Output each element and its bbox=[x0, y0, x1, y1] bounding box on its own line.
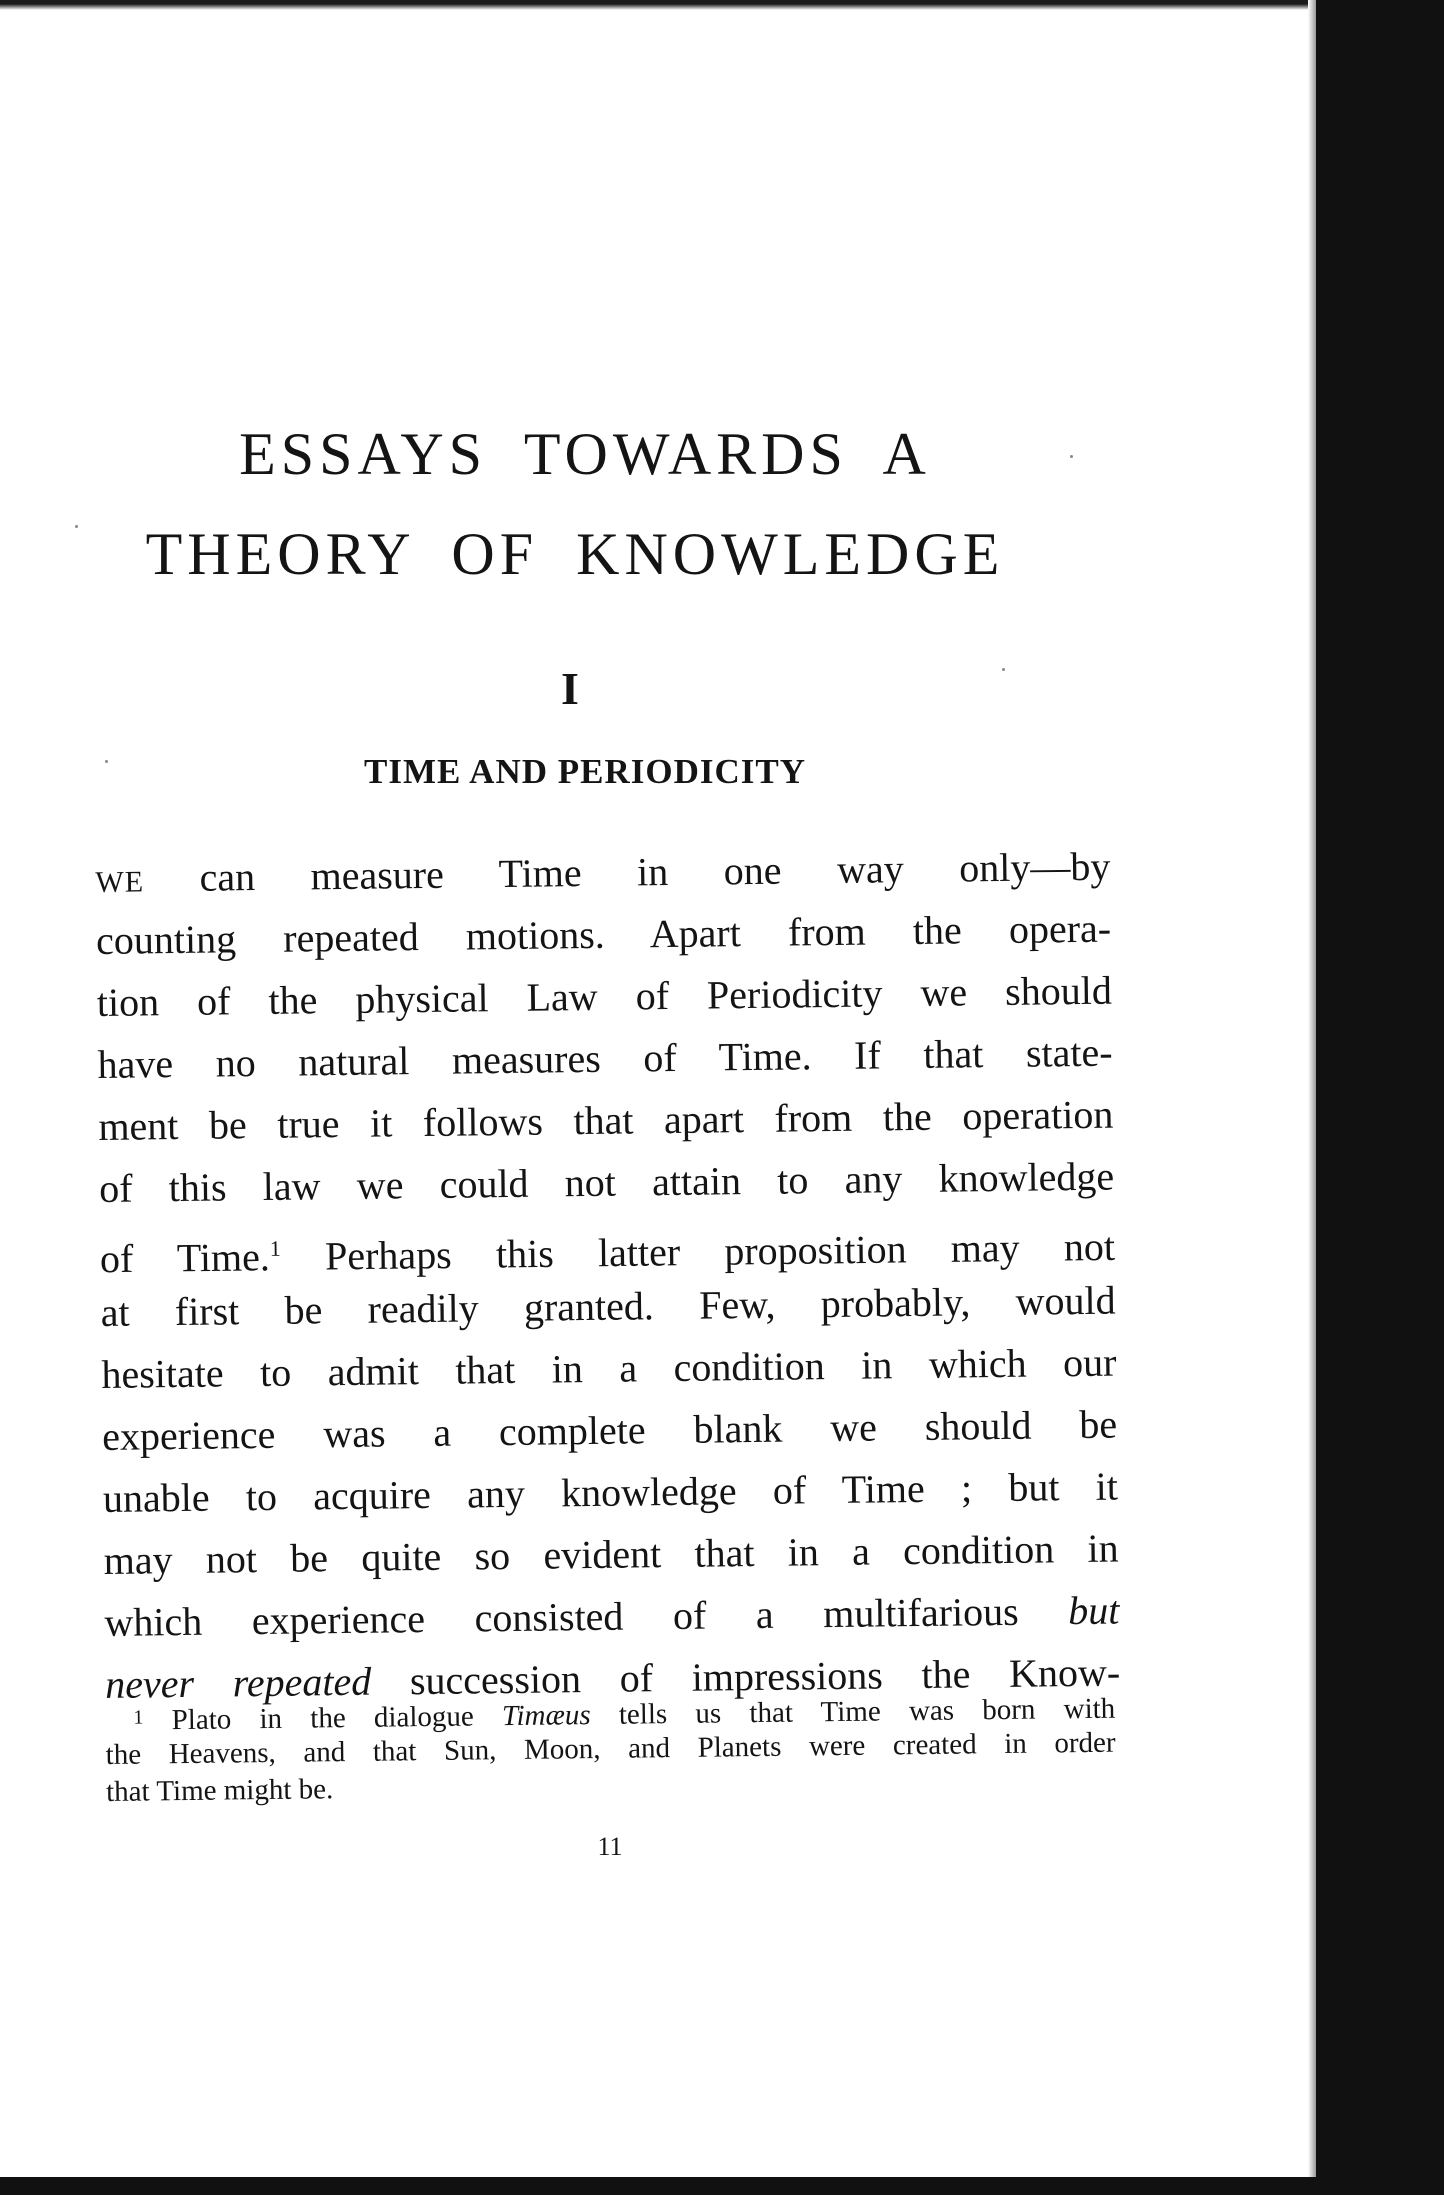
chapter-title: TIME AND PERIODICITY bbox=[364, 752, 806, 791]
scan-right-edge bbox=[1316, 0, 1444, 2195]
footnote bbox=[105, 1688, 1116, 1811]
text-line: which experience consisted of a multifarious but bbox=[104, 1587, 1120, 1645]
footnote-line: that Time might be. bbox=[105, 1773, 334, 1808]
text-line: of this law we could not attain to any knowledge bbox=[98, 1153, 1115, 1211]
footnote-line: $^1$ Plato in the dialogue Timæus tells us that Time was born with bbox=[133, 1692, 1116, 1737]
book-title-line-1: ESSAYS TOWARDS A bbox=[239, 421, 931, 487]
chapter-number: I bbox=[561, 663, 579, 714]
text-line: have no natural measures of Time. If that state- bbox=[97, 1029, 1113, 1087]
text-line: never repeated succession of impressions the Know- bbox=[104, 1649, 1121, 1707]
page-number: 11 bbox=[597, 1832, 623, 1861]
text-line: counting repeated motions. Apart from the opera- bbox=[95, 905, 1112, 963]
body-paragraph bbox=[95, 836, 1121, 1716]
text-line: hesitate to admit that in a condition in which our bbox=[101, 1339, 1117, 1397]
text-line: ment be true it follows that apart from the operation bbox=[98, 1091, 1114, 1149]
text-line: tion of the physical Law of Periodicity we should bbox=[96, 967, 1113, 1025]
text-line: of Time.$^1$ Perhaps this latter proposition may not bbox=[99, 1223, 1116, 1282]
text-line: may not be quite so evident that in a condition in bbox=[103, 1525, 1119, 1583]
text-line: unable to acquire any knowledge of Time ; but it bbox=[102, 1463, 1119, 1521]
footnote-line: the Heavens, and that Sun, Moon, and Planets were created in order bbox=[105, 1726, 1116, 1771]
book-title-line-2: THEORY OF KNOWLEDGE bbox=[145, 521, 1005, 587]
opening-small-caps: WE bbox=[95, 865, 145, 899]
scan-bottom-edge bbox=[0, 2177, 1444, 2195]
text-line: WE can measure Time in one way only—by bbox=[95, 843, 1111, 900]
footnote-reference: 1 bbox=[269, 1235, 281, 1261]
text-line: at first be readily granted. Few, probably, would bbox=[100, 1277, 1116, 1335]
text-line: experience was a complete blank we should be bbox=[101, 1401, 1118, 1459]
footnote-mark: 1 bbox=[133, 1706, 144, 1729]
